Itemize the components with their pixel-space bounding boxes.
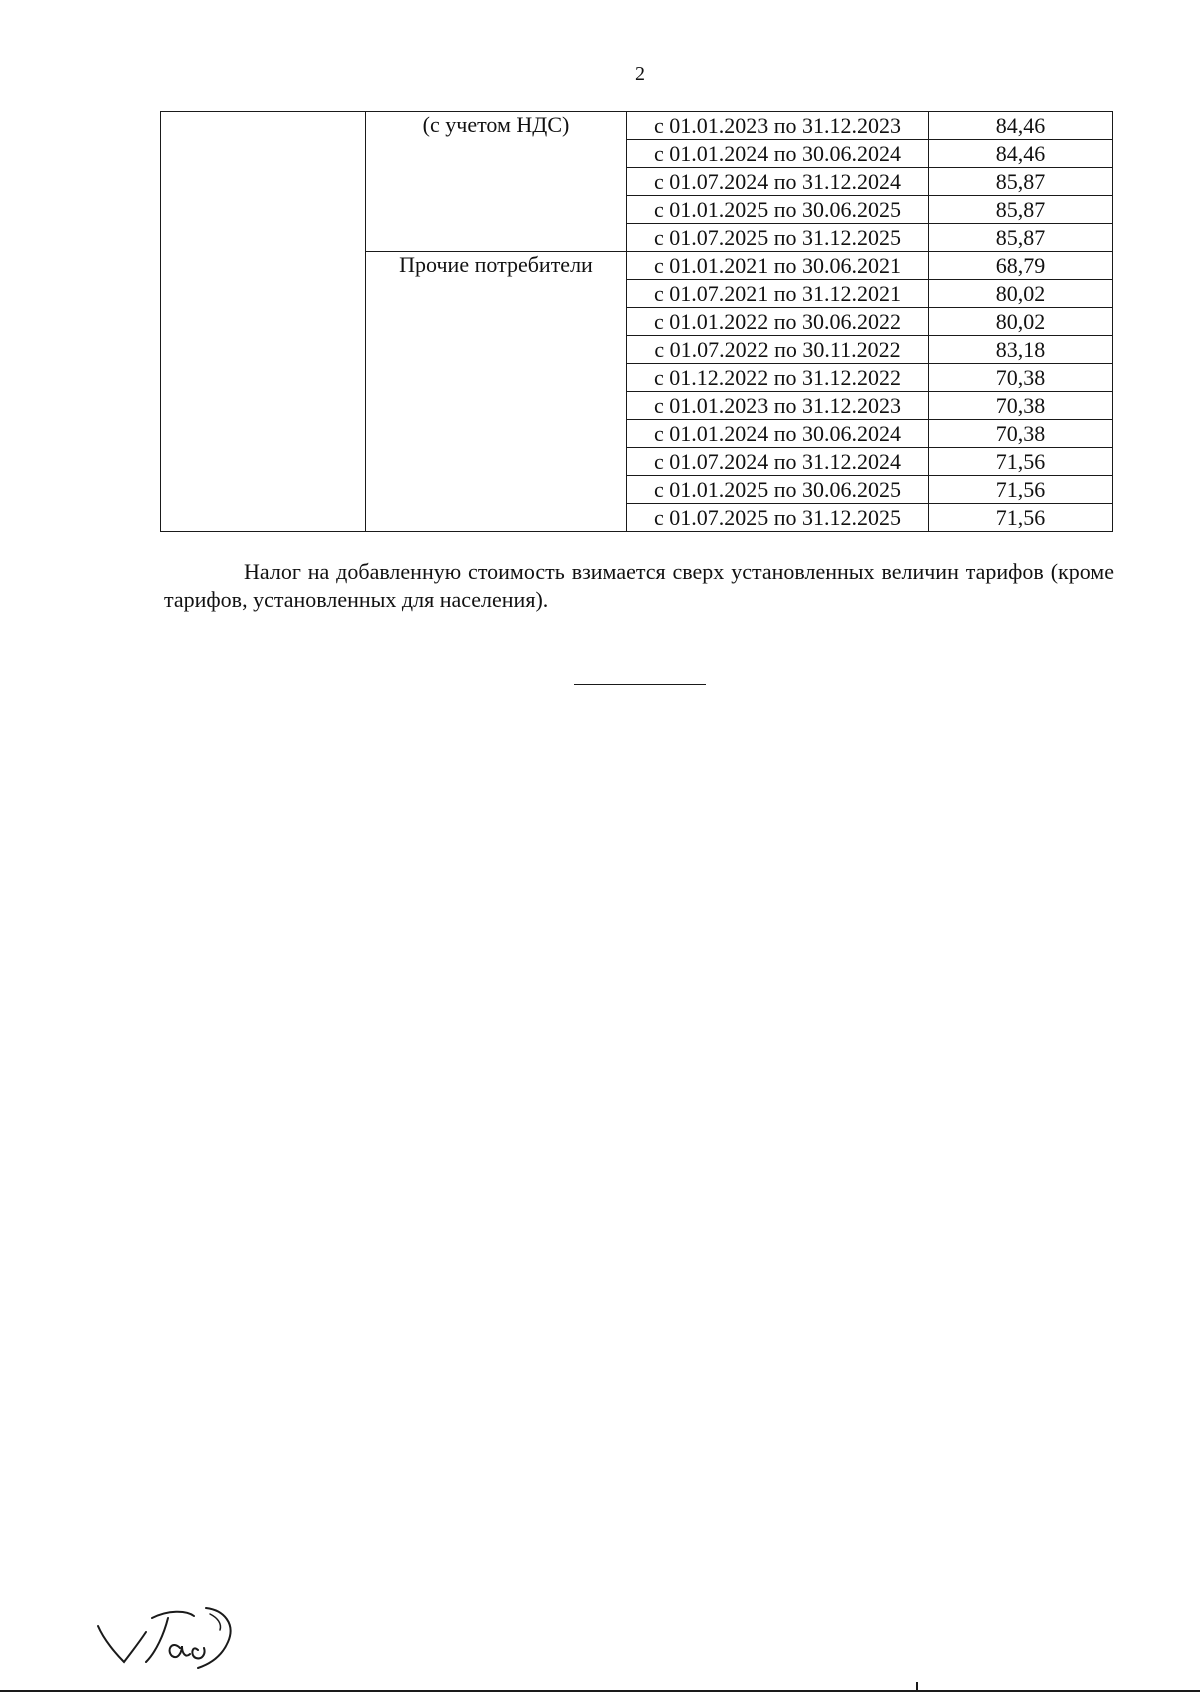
period-cell: с 01.12.2022 по 31.12.2022 <box>627 364 929 392</box>
period-cell: с 01.07.2022 по 30.11.2022 <box>627 336 929 364</box>
tariff-value-cell: 80,02 <box>929 280 1113 308</box>
page-number: 2 <box>635 63 645 85</box>
period-cell: с 01.01.2022 по 30.06.2022 <box>627 308 929 336</box>
tariff-value-cell: 83,18 <box>929 336 1113 364</box>
consumer-category-cell: (с учетом НДС) <box>366 112 627 252</box>
organization-cell <box>161 112 366 532</box>
period-cell: с 01.01.2025 по 30.06.2025 <box>627 196 929 224</box>
vat-note: Налог на добавленную стоимость взимается сверх установленных величин тарифов (кроме тарифов, установленных для населения). <box>164 559 1114 612</box>
period-cell: с 01.01.2025 по 30.06.2025 <box>627 476 929 504</box>
period-cell: с 01.07.2025 по 31.12.2025 <box>627 224 929 252</box>
period-cell: с 01.01.2023 по 31.12.2023 <box>627 392 929 420</box>
tariff-value-cell: 70,38 <box>929 420 1113 448</box>
period-cell: с 01.07.2024 по 31.12.2024 <box>627 168 929 196</box>
tariff-value-cell: 71,56 <box>929 476 1113 504</box>
period-cell: с 01.07.2021 по 31.12.2021 <box>627 280 929 308</box>
period-cell: с 01.01.2023 по 31.12.2023 <box>627 112 929 140</box>
end-of-text-rule <box>574 684 706 685</box>
tariff-value-cell: 85,87 <box>929 224 1113 252</box>
period-cell: с 01.01.2021 по 30.06.2021 <box>627 252 929 280</box>
tariff-value-cell: 71,56 <box>929 504 1113 532</box>
period-cell: с 01.07.2025 по 31.12.2025 <box>627 504 929 532</box>
handwritten-signature-icon <box>94 1604 244 1674</box>
footer-tick <box>916 1682 918 1692</box>
tariff-table <box>160 111 1113 532</box>
consumer-category-cell: Прочие потребители <box>366 252 627 532</box>
tariff-value-cell: 80,02 <box>929 308 1113 336</box>
tariff-table-body <box>161 112 1113 532</box>
tariff-value-cell: 71,56 <box>929 448 1113 476</box>
tariff-value-cell: 70,38 <box>929 364 1113 392</box>
period-cell: с 01.01.2024 по 30.06.2024 <box>627 140 929 168</box>
tariff-value-cell: 84,46 <box>929 140 1113 168</box>
footer-rule <box>0 1690 1200 1692</box>
tariff-value-cell: 70,38 <box>929 392 1113 420</box>
tariff-value-cell: 85,87 <box>929 196 1113 224</box>
table-row <box>161 112 1113 140</box>
tariff-value-cell: 84,46 <box>929 112 1113 140</box>
tariff-value-cell: 68,79 <box>929 252 1113 280</box>
period-cell: с 01.01.2024 по 30.06.2024 <box>627 420 929 448</box>
period-cell: с 01.07.2024 по 31.12.2024 <box>627 448 929 476</box>
tariff-value-cell: 85,87 <box>929 168 1113 196</box>
